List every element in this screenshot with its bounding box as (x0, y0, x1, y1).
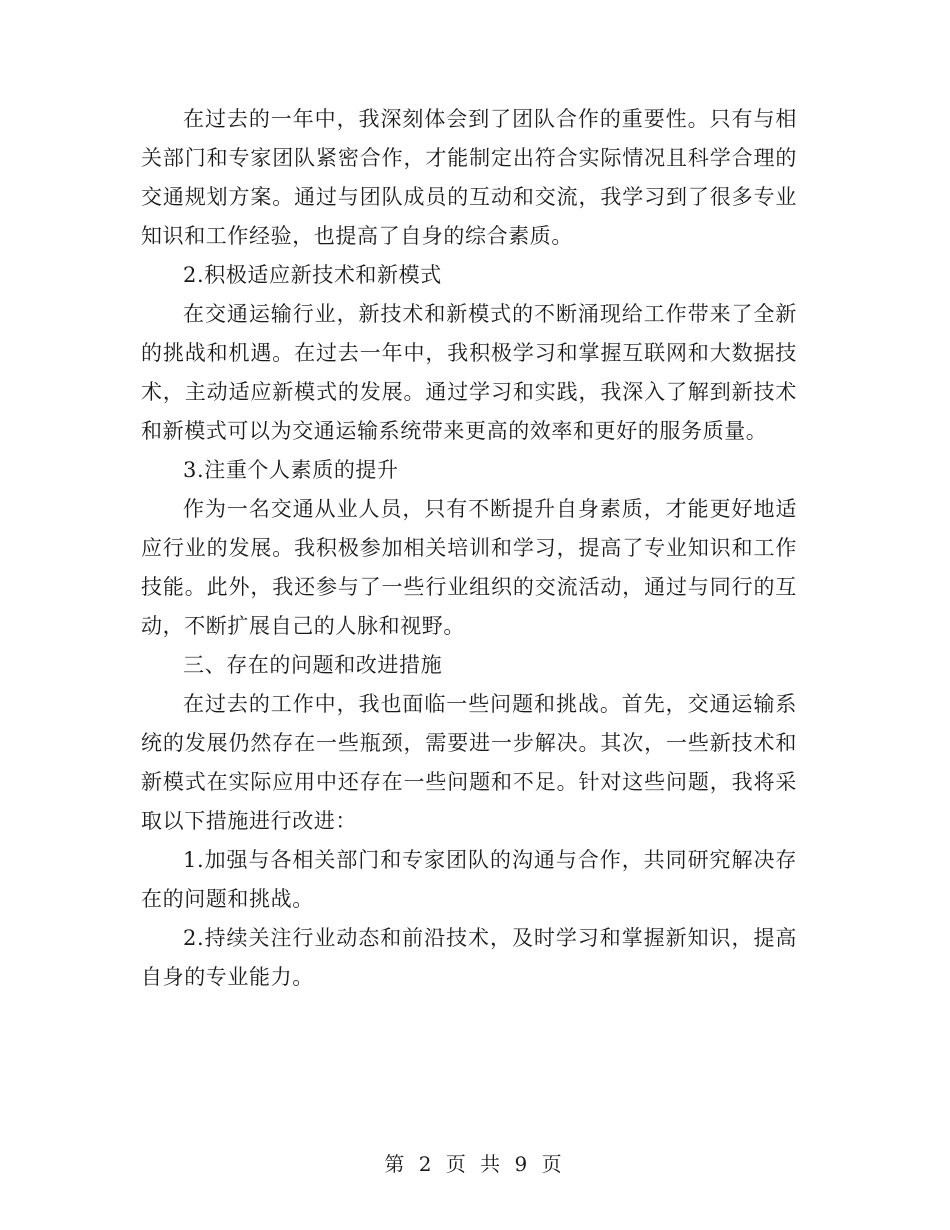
paragraph-teamwork: 在过去的一年中，我深刻体会到了团队合作的重要性。只有与相关部门和专家团队紧密合作，才能制定出符合实际情况且科学合理的交通规划方案。通过与团队成员的互动和交流，我学习到了很多专业知识和工作经验，也提高了自身的综合素质。 (141, 107, 797, 248)
section-heading-new-tech: 2.积极适应新技术和新模式 (183, 263, 442, 287)
list-item-measure-2: 2.持续关注行业动态和前沿技术，及时学习和掌握新知识，提高自身的专业能力。 (141, 926, 797, 989)
section-heading-problems: 三、存在的问题和改进措施 (183, 653, 443, 677)
page-footer: 第 2 页 共 9 页 (384, 1152, 566, 1176)
list-item-measure-1: 1.加强与各相关部门和专家团队的沟通与合作，共同研究解决存在的问题和挑战。 (141, 848, 797, 911)
document-body (141, 100, 797, 997)
paragraph-personal-quality: 作为一名交通从业人员，只有不断提升自身素质，才能更好地适应行业的发展。我积极参加相关培训和学习，提高了专业知识和工作技能。此外，我还参与了一些行业组织的交流活动，通过与同行的互动，不断扩展自己的人脉和视野。 (141, 497, 797, 638)
paragraph-problems: 在过去的工作中，我也面临一些问题和挑战。首先，交通运输系统的发展仍然存在一些瓶颈，需要进一步解决。其次，一些新技术和新模式在实际应用中还存在一些问题和不足。针对这些问题，我将采取以下措施进行改进： (141, 692, 797, 833)
section-heading-personal-quality: 3.注重个人素质的提升 (183, 458, 399, 482)
paragraph-new-tech: 在交通运输行业，新技术和新模式的不断涌现给工作带来了全新的挑战和机遇。在过去一年中，我积极学习和掌握互联网和大数据技术，主动适应新模式的发展。通过学习和实践，我深入了解到新技术和新模式可以为交通运输系统带来更高的效率和更好的服务质量。 (141, 302, 797, 443)
